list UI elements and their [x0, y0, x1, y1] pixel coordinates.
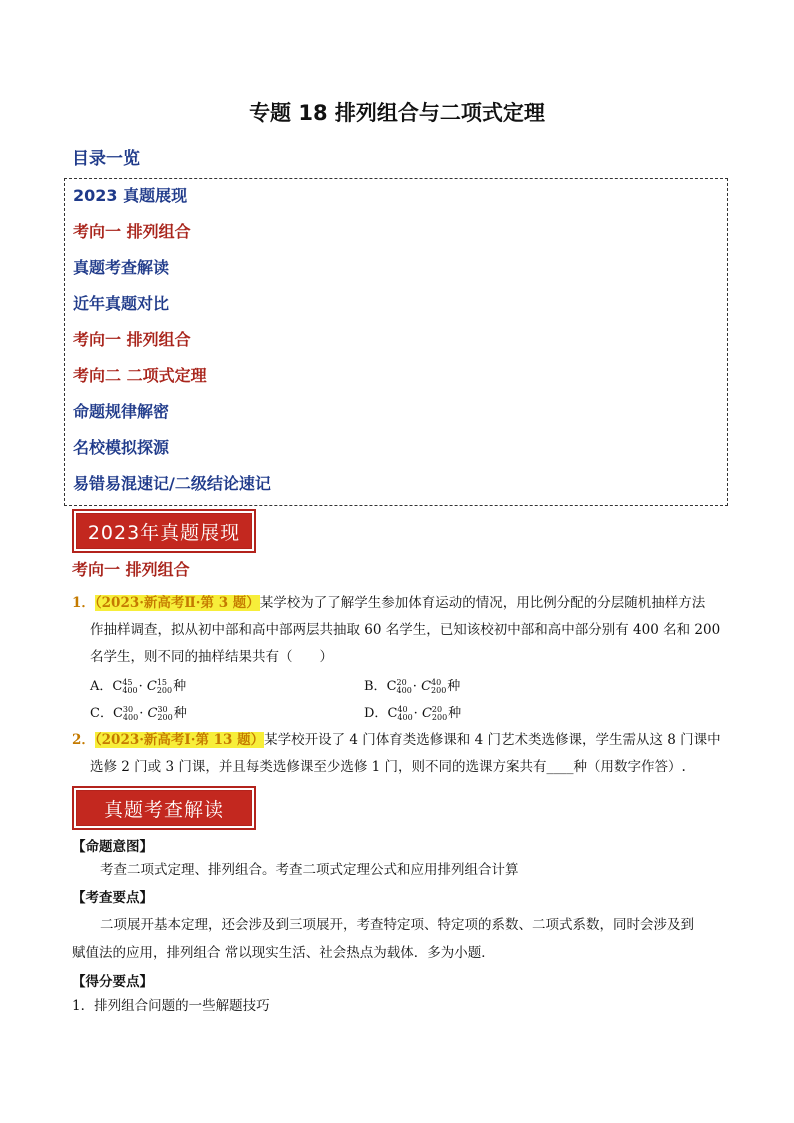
page-title: 专题 18 排列组合与二项式定理 — [249, 101, 545, 125]
toc-item-mistakes[interactable]: 易错易混速记/二级结论速记 — [73, 474, 271, 493]
section-banner-2023: 2023年真题展现 — [72, 509, 256, 553]
question-2-line-1: 2．（2023·新高考Ⅰ·第 13 题）某学校开设了 4 门体育类选修课和 4 门艺术类选修课，学生需从这 8 门课中 — [72, 732, 721, 748]
question-1-line-3: 名学生，则不同的抽样结果共有（ ） — [90, 649, 333, 665]
toc-item-binomial[interactable]: 考向二 二项式定理 — [73, 366, 207, 385]
points-label: 【考查要点】 — [72, 890, 153, 906]
toc-item-arrangement-1[interactable]: 考向一 排列组合 — [73, 222, 191, 241]
points-text-2: 赋值法的应用，排列组合 常以现实生活、社会热点为载体．多为小题． — [72, 945, 495, 961]
option-a[interactable]: A．C45 400· C15 200种 — [90, 677, 187, 695]
points-text-1: 二项展开基本定理，还会涉及到三项展开，考查特定项、特定项的系数、二项式系数，同时会涉及到 — [100, 917, 694, 933]
toc-item-patterns[interactable]: 命题规律解密 — [73, 402, 170, 421]
section-banner-analysis: 真题考查解读 — [72, 786, 256, 830]
intent-text: 考查二项式定理、排列组合。考查二项式定理公式和应用排列组合计算 — [100, 862, 519, 878]
score-label: 【得分要点】 — [72, 974, 153, 990]
toc-item-analysis[interactable]: 真题考查解读 — [73, 258, 170, 277]
toc-heading: 目录一览 — [72, 149, 140, 169]
option-b[interactable]: B．C20 400· C40 200种 — [364, 677, 461, 695]
subheading-arrangement: 考向一 排列组合 — [72, 560, 190, 579]
intent-label: 【命题意图】 — [72, 839, 153, 855]
toc-item-2023[interactable]: 2023 真题展现 — [73, 186, 188, 205]
question-1-line-1: 1．（2023·新高考Ⅱ·第 3 题）某学校为了了解学生参加体育运动的情况，用比例分配的分层随机抽样方法 — [72, 595, 706, 611]
question-number: 2． — [72, 732, 95, 748]
question-source: （2023·新高考Ⅱ·第 3 题） — [94, 595, 260, 611]
option-c[interactable]: C．C30 400· C30 200种 — [90, 704, 187, 722]
option-d[interactable]: D．C40 400· C20 200种 — [364, 704, 462, 722]
toc-item-comparison[interactable]: 近年真题对比 — [73, 294, 170, 313]
question-number: 1． — [72, 595, 95, 611]
question-2-line-2: 选修 2 门或 3 门课，并且每类选修课至少选修 1 门，则不同的选课方案共有____种（用数字作答）. — [90, 759, 686, 775]
score-text-1: 1．排列组合问题的一些解题技巧 — [72, 998, 270, 1014]
toc-box — [64, 178, 728, 506]
toc-item-mock[interactable]: 名校模拟探源 — [73, 438, 170, 457]
toc-item-arrangement-2[interactable]: 考向一 排列组合 — [73, 330, 191, 349]
question-source: （2023·新高考Ⅰ·第 13 题） — [94, 732, 265, 748]
question-1-line-2: 作抽样调查，拟从初中部和高中部两层共抽取 60 名学生，已知该校初中部和高中部分别有 400 名和 200 — [90, 622, 721, 638]
